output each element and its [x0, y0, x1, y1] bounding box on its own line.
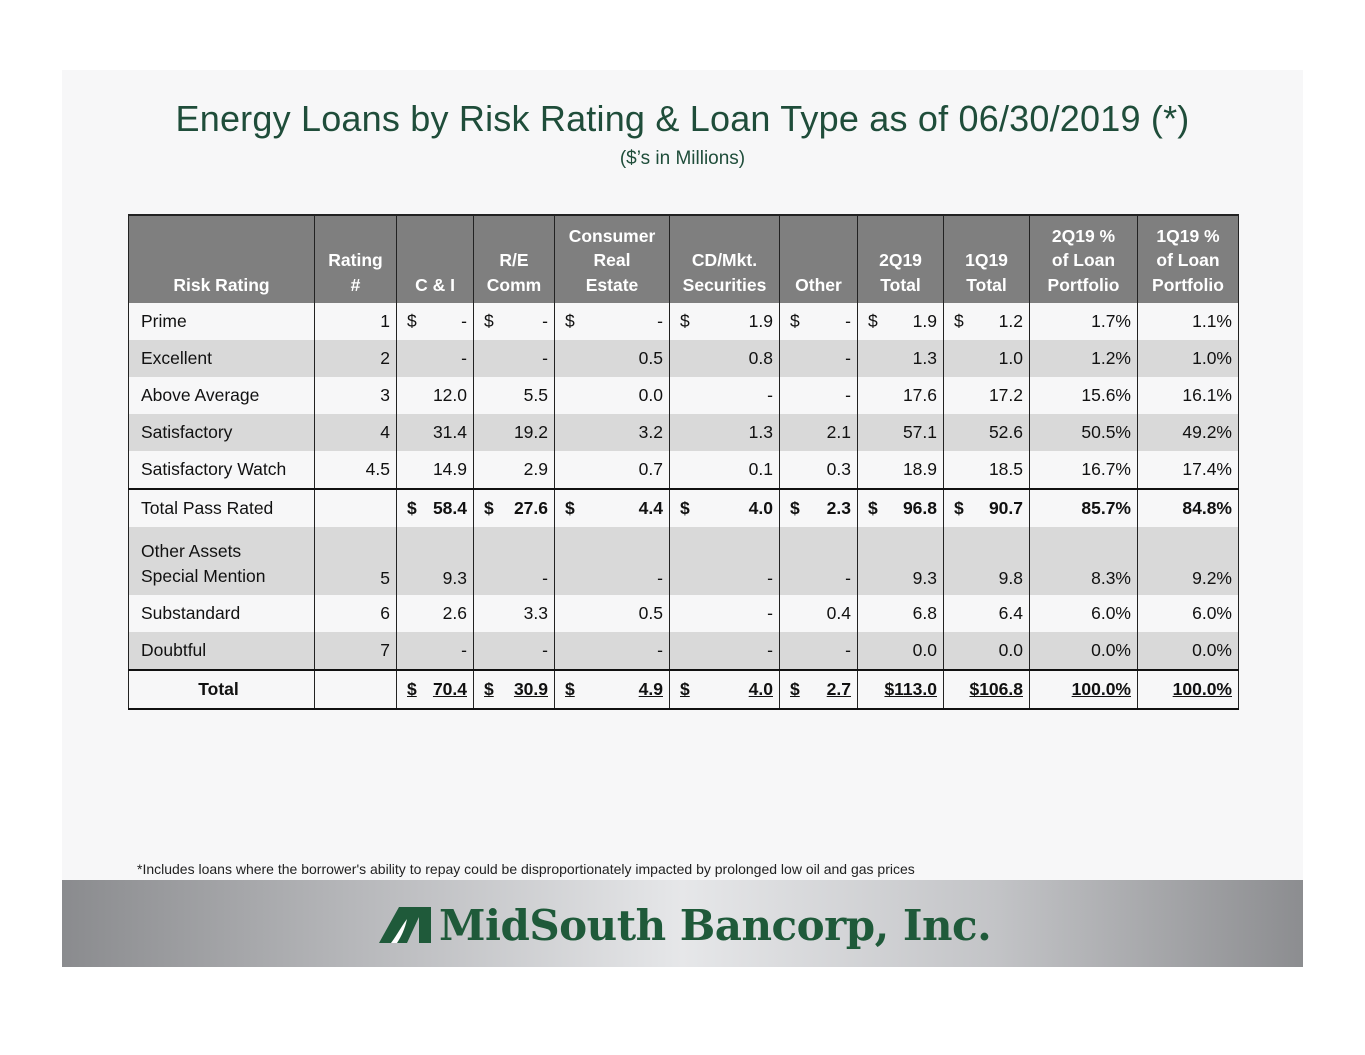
- cell-p1: [1138, 303, 1239, 340]
- cell-value: 52.6: [988, 422, 1023, 442]
- table-row: [129, 377, 1239, 414]
- cell-rating: [315, 489, 397, 527]
- cell-value: $106.8: [969, 679, 1023, 699]
- cell-value: 49.2%: [1182, 422, 1232, 442]
- cell-cons: [555, 527, 670, 595]
- cell-p2: [1030, 451, 1138, 489]
- table-row: [129, 303, 1239, 340]
- cell-rating: [315, 377, 397, 414]
- cell-rating: [315, 303, 397, 340]
- cell-value: -: [845, 568, 851, 588]
- energy-loans-table: [128, 214, 1239, 710]
- col-header-2q19-total: [858, 215, 944, 303]
- cell-q1: [944, 632, 1030, 670]
- cell-ci: [397, 527, 474, 595]
- cell-value: 1.1%: [1192, 311, 1232, 331]
- col-header-text: Other: [795, 274, 842, 295]
- table-row: [129, 489, 1239, 527]
- cell-value: 57.1: [902, 422, 937, 442]
- table-row: [129, 632, 1239, 670]
- page-subtitle: ($’s in Millions): [619, 148, 746, 169]
- cell-cd: [670, 377, 780, 414]
- cell-value: -: [845, 348, 851, 368]
- cell-cons: [555, 340, 670, 377]
- cell-rating: [315, 632, 397, 670]
- cell-q2: [858, 303, 944, 340]
- cell-p2: [1030, 632, 1138, 670]
- cell-value: -: [767, 603, 773, 623]
- cell-value: 6: [380, 603, 390, 623]
- cell-value: -: [657, 568, 663, 588]
- cell-value: 2.1: [826, 422, 851, 442]
- cell-value: -: [542, 348, 548, 368]
- cell-value: 16.7%: [1081, 459, 1131, 479]
- row-label: [129, 670, 315, 709]
- cell-value: 0.5: [638, 603, 663, 623]
- cell-p1: [1138, 670, 1239, 709]
- logo-text: MidSouth Bancorp, Inc.: [439, 900, 992, 950]
- cell-q2: [858, 377, 944, 414]
- cell-ci: [397, 303, 474, 340]
- cell-value: 6.0%: [1091, 603, 1131, 623]
- cell-value: $ 70.4: [407, 679, 467, 699]
- cell-re: [474, 340, 555, 377]
- cell-p2: [1030, 303, 1138, 340]
- cell-value: 100.0%: [1071, 679, 1131, 699]
- col-header-text: Estate: [585, 274, 639, 295]
- cell-q2: [858, 451, 944, 489]
- table-row: [129, 527, 1239, 595]
- cell-p1: [1138, 595, 1239, 632]
- table-row: [129, 670, 1239, 709]
- table-row: [129, 595, 1239, 632]
- cell-value: 9.3: [442, 568, 467, 588]
- cell-cons: [555, 451, 670, 489]
- col-header-text: R/E: [499, 250, 529, 270]
- cell-value: 5: [380, 568, 390, 588]
- cell-re: [474, 377, 555, 414]
- cell-re: [474, 595, 555, 632]
- col-header-text: 1Q19 %: [1156, 225, 1220, 246]
- cell-p1: [1138, 377, 1239, 414]
- cell-ci: [397, 414, 474, 451]
- cell-rating: [315, 340, 397, 377]
- col-header-1q19-pct: [1138, 215, 1239, 303]
- col-header-text: Risk Rating: [173, 274, 270, 295]
- cell-p1: [1138, 451, 1239, 489]
- cell-cd: [670, 489, 780, 527]
- cell-q1: [944, 340, 1030, 377]
- cell-value: 3: [380, 385, 390, 405]
- footnote: *Includes loans where the borrower's ability to repay could be disproportionately impacted by prolonged low oil and gas prices: [137, 861, 915, 877]
- col-header-text: Consumer: [568, 225, 656, 246]
- page-title: Energy Loans by Risk Rating & Loan Type as of 06/30/2019 (*): [175, 98, 1190, 139]
- row-label: [129, 527, 315, 595]
- cell-cons: [555, 414, 670, 451]
- cell-ci: [397, 670, 474, 709]
- row-label: [129, 632, 315, 670]
- row-label: [129, 489, 315, 527]
- cell-value: $ -: [407, 311, 467, 331]
- cell-other: [780, 489, 858, 527]
- cell-cons: [555, 489, 670, 527]
- col-header-text: Total: [880, 274, 921, 295]
- cell-value: 1.0%: [1192, 348, 1232, 368]
- cell-value: 3.3: [523, 603, 548, 623]
- cell-other: [780, 632, 858, 670]
- cell-value: 1.7%: [1091, 311, 1131, 331]
- cell-p2: [1030, 527, 1138, 595]
- col-header-text: #: [350, 274, 361, 295]
- cell-q1: [944, 414, 1030, 451]
- row-label-text: Prime: [141, 311, 187, 331]
- cell-value: 9.8: [998, 568, 1023, 588]
- cell-value: 0.0%: [1192, 640, 1232, 660]
- cell-value: 5.5: [523, 385, 548, 405]
- cell-value: -: [767, 568, 773, 588]
- cell-q1: [944, 527, 1030, 595]
- cell-re: [474, 670, 555, 709]
- cell-value: -: [542, 640, 548, 660]
- cell-p2: [1030, 377, 1138, 414]
- cell-re: [474, 632, 555, 670]
- cell-p2: [1030, 340, 1138, 377]
- cell-other: [780, 595, 858, 632]
- cell-cd: [670, 632, 780, 670]
- cell-value: 12.0: [432, 385, 467, 405]
- cell-value: 16.1%: [1182, 385, 1232, 405]
- cell-q1: [944, 451, 1030, 489]
- cell-cd: [670, 670, 780, 709]
- col-header-text: Real: [593, 250, 631, 270]
- cell-value: 31.4: [432, 422, 467, 442]
- cell-re: [474, 451, 555, 489]
- cell-value: 3.2: [638, 422, 663, 442]
- cell-value: 0.0: [998, 640, 1023, 660]
- cell-p1: [1138, 340, 1239, 377]
- cell-value: -: [767, 385, 773, 405]
- col-header-text: 1Q19: [965, 250, 1008, 270]
- cell-value: 50.5%: [1081, 422, 1131, 442]
- col-header-text: Portfolio: [1047, 274, 1120, 295]
- cell-value: $ 1.9: [868, 311, 937, 331]
- cell-ci: [397, 632, 474, 670]
- table-header-row: [129, 215, 1239, 303]
- cell-value: 7: [380, 640, 390, 660]
- cell-value: -: [461, 348, 467, 368]
- cell-p1: [1138, 632, 1239, 670]
- col-header-text: Securities: [682, 274, 767, 295]
- cell-value: 17.4%: [1182, 459, 1232, 479]
- cell-cons: [555, 595, 670, 632]
- cell-value: $ 27.6: [484, 498, 548, 518]
- cell-p1: [1138, 527, 1239, 595]
- cell-value: 0.1: [748, 459, 773, 479]
- col-header-ci: [397, 215, 474, 303]
- cell-re: [474, 527, 555, 595]
- cell-q1: [944, 489, 1030, 527]
- cell-value: $ 1.9: [680, 311, 773, 331]
- cell-p1: [1138, 489, 1239, 527]
- cell-value: $ -: [790, 311, 851, 331]
- cell-value: $ 2.7: [790, 679, 851, 699]
- cell-value: -: [845, 640, 851, 660]
- cell-value: $ -: [484, 311, 548, 331]
- row-label: [129, 414, 315, 451]
- cell-other: [780, 377, 858, 414]
- col-header-text: Comm: [486, 274, 542, 295]
- row-label-text: Total Pass Rated: [141, 498, 274, 518]
- cell-ci: [397, 377, 474, 414]
- cell-other: [780, 414, 858, 451]
- row-label-text: Other Assets: [141, 541, 242, 561]
- cell-value: 14.9: [432, 459, 467, 479]
- cell-ci: [397, 489, 474, 527]
- cell-rating: [315, 414, 397, 451]
- cell-other: [780, 451, 858, 489]
- cell-q2: [858, 340, 944, 377]
- col-header-cd-mkt-securities: [670, 215, 780, 303]
- cell-p2: [1030, 414, 1138, 451]
- cell-value: 4: [380, 422, 390, 442]
- cell-p2: [1030, 670, 1138, 709]
- cell-value: -: [542, 568, 548, 588]
- cell-value: 85.7%: [1081, 498, 1131, 518]
- cell-value: $ 4.9: [565, 679, 663, 699]
- col-header-text: 2Q19 %: [1051, 225, 1116, 246]
- cell-value: 17.2: [988, 385, 1023, 405]
- row-label-text: Substandard: [141, 603, 241, 623]
- company-logo: [377, 900, 991, 950]
- midsouth-logo-mark-icon: [377, 905, 433, 945]
- cell-q1: [944, 377, 1030, 414]
- cell-value: 1.2%: [1091, 348, 1131, 368]
- cell-value: 0.8: [748, 348, 773, 368]
- row-label-text: Above Average: [141, 385, 260, 405]
- cell-other: [780, 670, 858, 709]
- row-label: [129, 340, 315, 377]
- cell-value: 6.8: [912, 603, 937, 623]
- cell-value: 2.6: [442, 603, 467, 623]
- cell-re: [474, 414, 555, 451]
- col-header-text: Rating: [328, 250, 383, 270]
- cell-value: $ 1.2: [954, 311, 1023, 331]
- table-row: [129, 340, 1239, 377]
- cell-value: 0.5: [638, 348, 663, 368]
- cell-q1: [944, 595, 1030, 632]
- col-header-re-comm: [474, 215, 555, 303]
- cell-p2: [1030, 489, 1138, 527]
- cell-q2: [858, 527, 944, 595]
- cell-rating: [315, 670, 397, 709]
- cell-value: $ 4.0: [680, 679, 773, 699]
- cell-value: 6.0%: [1192, 603, 1232, 623]
- col-header-2q19-pct: [1030, 215, 1138, 303]
- cell-value: 6.4: [998, 603, 1023, 623]
- cell-value: 4.5: [365, 459, 390, 479]
- cell-cd: [670, 595, 780, 632]
- cell-value: $ 2.3: [790, 498, 851, 518]
- row-label-text: Excellent: [141, 348, 213, 368]
- col-header-text: of Loan: [1051, 250, 1116, 270]
- col-header-text: Portfolio: [1152, 274, 1224, 295]
- cell-ci: [397, 451, 474, 489]
- cell-value: -: [657, 640, 663, 660]
- cell-cons: [555, 377, 670, 414]
- cell-q2: [858, 489, 944, 527]
- cell-cd: [670, 303, 780, 340]
- cell-value: 19.2: [513, 422, 548, 442]
- cell-p2: [1030, 595, 1138, 632]
- cell-value: 1: [380, 311, 390, 331]
- cell-cd: [670, 414, 780, 451]
- cell-other: [780, 340, 858, 377]
- cell-value: 18.9: [902, 459, 937, 479]
- cell-value: -: [461, 640, 467, 660]
- cell-rating: [315, 595, 397, 632]
- cell-cd: [670, 527, 780, 595]
- cell-rating: [315, 527, 397, 595]
- cell-ci: [397, 340, 474, 377]
- cell-value: 9.2%: [1192, 568, 1232, 588]
- cell-ci: [397, 595, 474, 632]
- row-label-text: Special Mention: [141, 566, 266, 586]
- cell-value: $ 30.9: [484, 679, 548, 699]
- row-label-text: Satisfactory Watch: [141, 459, 287, 479]
- cell-q1: [944, 303, 1030, 340]
- cell-value: $ 96.8: [868, 498, 937, 518]
- col-header-other: [780, 215, 858, 303]
- cell-value: 18.5: [988, 459, 1023, 479]
- table-row: [129, 414, 1239, 451]
- cell-q1: [944, 670, 1030, 709]
- cell-value: 0.3: [826, 459, 851, 479]
- table-row: [129, 451, 1239, 489]
- cell-value: 84.8%: [1182, 498, 1232, 518]
- cell-value: 1.3: [748, 422, 773, 442]
- col-header-text: C & I: [415, 274, 455, 295]
- cell-value: $ 4.4: [565, 498, 663, 518]
- cell-q2: [858, 414, 944, 451]
- cell-value: $ -: [565, 311, 663, 331]
- row-label: [129, 303, 315, 340]
- cell-rating: [315, 451, 397, 489]
- cell-value: 100.0%: [1172, 679, 1232, 699]
- cell-value: 2: [380, 348, 390, 368]
- cell-value: $ 58.4: [407, 498, 467, 518]
- cell-other: [780, 303, 858, 340]
- cell-value: $ 4.0: [680, 498, 773, 518]
- cell-q2: [858, 632, 944, 670]
- col-header-text: Total: [966, 274, 1007, 295]
- cell-value: -: [767, 640, 773, 660]
- cell-re: [474, 303, 555, 340]
- col-header-text: CD/Mkt.: [691, 250, 758, 270]
- cell-q2: [858, 595, 944, 632]
- cell-other: [780, 527, 858, 595]
- row-label-text: Satisfactory: [141, 422, 233, 442]
- cell-value: 9.3: [912, 568, 937, 588]
- cell-cd: [670, 451, 780, 489]
- cell-value: $ 90.7: [954, 498, 1023, 518]
- row-label: [129, 595, 315, 632]
- col-header-text: of Loan: [1156, 250, 1220, 270]
- cell-value: 17.6: [902, 385, 937, 405]
- row-label-text: Doubtful: [141, 640, 207, 660]
- cell-value: 0.4: [826, 603, 851, 623]
- cell-value: 2.9: [523, 459, 548, 479]
- cell-value: 0.7: [638, 459, 663, 479]
- cell-value: 0.0: [912, 640, 937, 660]
- cell-value: 1.3: [912, 348, 937, 368]
- cell-value: -: [845, 385, 851, 405]
- cell-value: 8.3%: [1091, 568, 1131, 588]
- col-header-consumer-real-estate: [555, 215, 670, 303]
- row-label: [129, 451, 315, 489]
- cell-value: 0.0%: [1091, 640, 1131, 660]
- cell-re: [474, 489, 555, 527]
- col-header-rating-number: [315, 215, 397, 303]
- cell-cons: [555, 632, 670, 670]
- cell-cons: [555, 303, 670, 340]
- cell-p1: [1138, 414, 1239, 451]
- col-header-1q19-total: [944, 215, 1030, 303]
- cell-q2: [858, 670, 944, 709]
- row-label: [129, 377, 315, 414]
- cell-value: 0.0: [638, 385, 663, 405]
- cell-cons: [555, 670, 670, 709]
- cell-value: $113.0: [884, 679, 937, 699]
- col-header-risk-rating: [129, 215, 315, 303]
- cell-value: 1.0: [998, 348, 1023, 368]
- cell-value: 15.6%: [1081, 385, 1131, 405]
- cell-cd: [670, 340, 780, 377]
- row-label-text: Total: [198, 679, 239, 699]
- col-header-text: 2Q19: [879, 250, 922, 270]
